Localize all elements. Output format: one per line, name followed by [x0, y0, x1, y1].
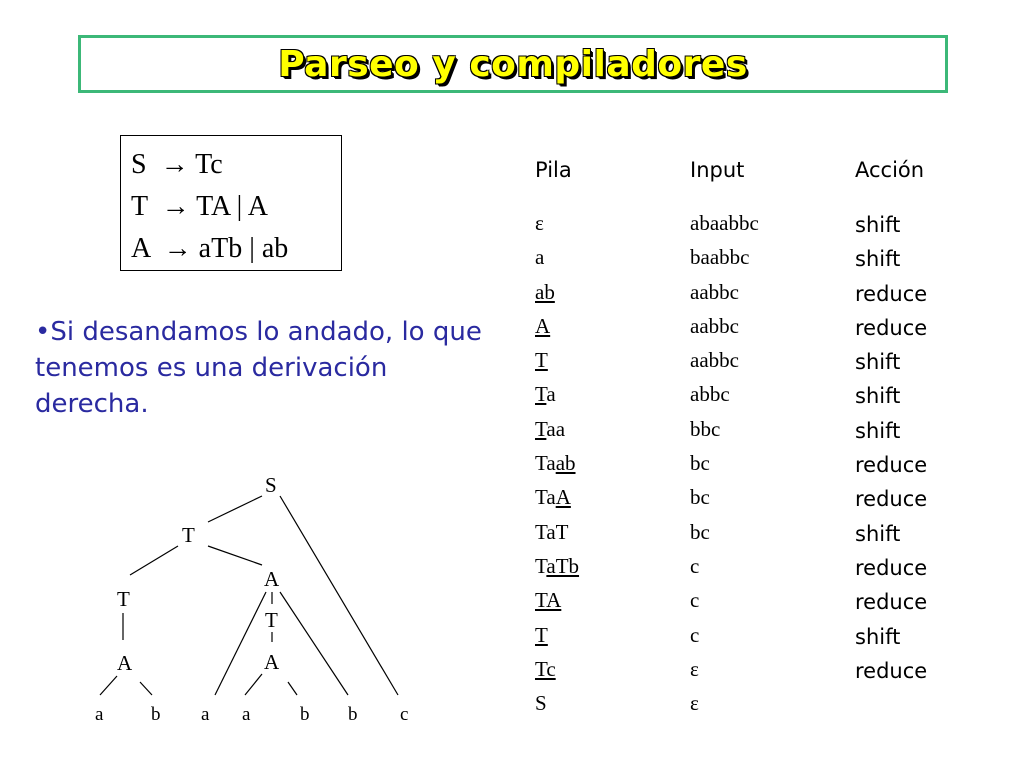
handle-underline: T [535, 382, 547, 407]
input-cell: baabbc [690, 245, 750, 270]
input-cell: aabbc [690, 348, 739, 373]
handle-underline: T [535, 416, 547, 441]
accion-cell: shift [855, 247, 901, 272]
tree-edge [208, 546, 262, 565]
accion-cell: reduce [855, 590, 928, 615]
header-pila: Pila [535, 158, 572, 182]
handle-underline: T [535, 622, 548, 647]
input-cell: ε [690, 691, 699, 716]
accion-cell: shift [855, 350, 901, 375]
accion-cell: reduce [855, 453, 928, 478]
tree-node-A: A [264, 567, 280, 591]
handle-underline: aTb [546, 553, 580, 578]
tree-edge [130, 546, 178, 575]
pila-cell: Ta [535, 382, 556, 407]
handle-underline: Tc [535, 656, 556, 681]
accion-cell: reduce [855, 555, 928, 580]
input-cell: bc [690, 519, 710, 544]
tree-node-A: A [264, 650, 280, 674]
input-cell: c [690, 588, 700, 613]
pila-cell: Taa [535, 416, 566, 441]
grammar-rule: S → Tc [131, 149, 223, 180]
tree-edge [208, 496, 262, 522]
accion-cell: reduce [855, 315, 928, 340]
tree-node-A: A [117, 651, 133, 675]
tree-edge [280, 496, 398, 695]
tree-leaf: a [201, 704, 210, 725]
accion-cell: shift [855, 521, 901, 546]
input-cell: bbc [690, 416, 721, 441]
input-cell: aabbc [690, 279, 739, 304]
tree-node-T: T [182, 523, 195, 547]
input-cell: abbc [690, 382, 730, 407]
tree-edge [288, 682, 297, 695]
pila-cell: ε [535, 211, 544, 235]
input-cell: abaabbc [690, 211, 759, 235]
pila-cell: TaA [535, 485, 571, 510]
handle-underline: ab [535, 279, 555, 304]
accion-cell: reduce [855, 487, 928, 512]
accion-cell: shift [855, 418, 901, 443]
tree-edge [280, 592, 348, 695]
handle-underline: A [555, 485, 571, 510]
tree-edge [245, 674, 262, 695]
input-cell: aabbc [690, 313, 739, 338]
handle-underline: ab [555, 451, 576, 476]
tree-edge [140, 682, 152, 695]
tree-leaf: b [348, 704, 358, 725]
accion-cell: reduce [855, 281, 928, 306]
slide-title: Parseo y compiladores [278, 43, 748, 85]
tree-edge [215, 592, 266, 695]
handle-underline: TA [535, 588, 562, 613]
bullet-text: •Si desandamos lo andado, lo que tenemos es una derivación derecha. [35, 317, 482, 419]
header-accion: Acción [855, 158, 925, 182]
tree-node-T: T [117, 587, 130, 611]
tree-node-S: S [265, 473, 277, 497]
pila-cell: Taab [535, 451, 576, 476]
pila-cell: TaTb [535, 553, 580, 578]
handle-underline: T [535, 348, 548, 373]
grammar-rule: T → TA | A [131, 191, 268, 222]
tree-leaf: a [95, 704, 104, 725]
accion-cell: shift [855, 624, 901, 649]
input-cell: ε [690, 656, 699, 681]
pila-cell: a [535, 245, 545, 270]
tree-edge [100, 676, 117, 695]
grammar-rule: A → aTb | ab [131, 233, 289, 264]
input-cell: c [690, 622, 700, 647]
header-input: Input [690, 158, 745, 182]
handle-underline: A [535, 313, 551, 338]
accion-cell: shift [855, 384, 901, 409]
accion-cell: reduce [855, 658, 928, 683]
pila-cell: TaT [535, 519, 569, 544]
input-cell: c [690, 553, 700, 578]
tree-leaf: c [400, 704, 409, 725]
pila-cell: S [535, 691, 547, 716]
accion-cell: shift [855, 213, 901, 237]
input-cell: bc [690, 485, 710, 510]
tree-node-T: T [265, 608, 278, 632]
tree-leaf: b [300, 704, 310, 725]
input-cell: bc [690, 451, 710, 476]
tree-leaf: b [151, 704, 161, 725]
tree-leaf: a [242, 704, 251, 725]
